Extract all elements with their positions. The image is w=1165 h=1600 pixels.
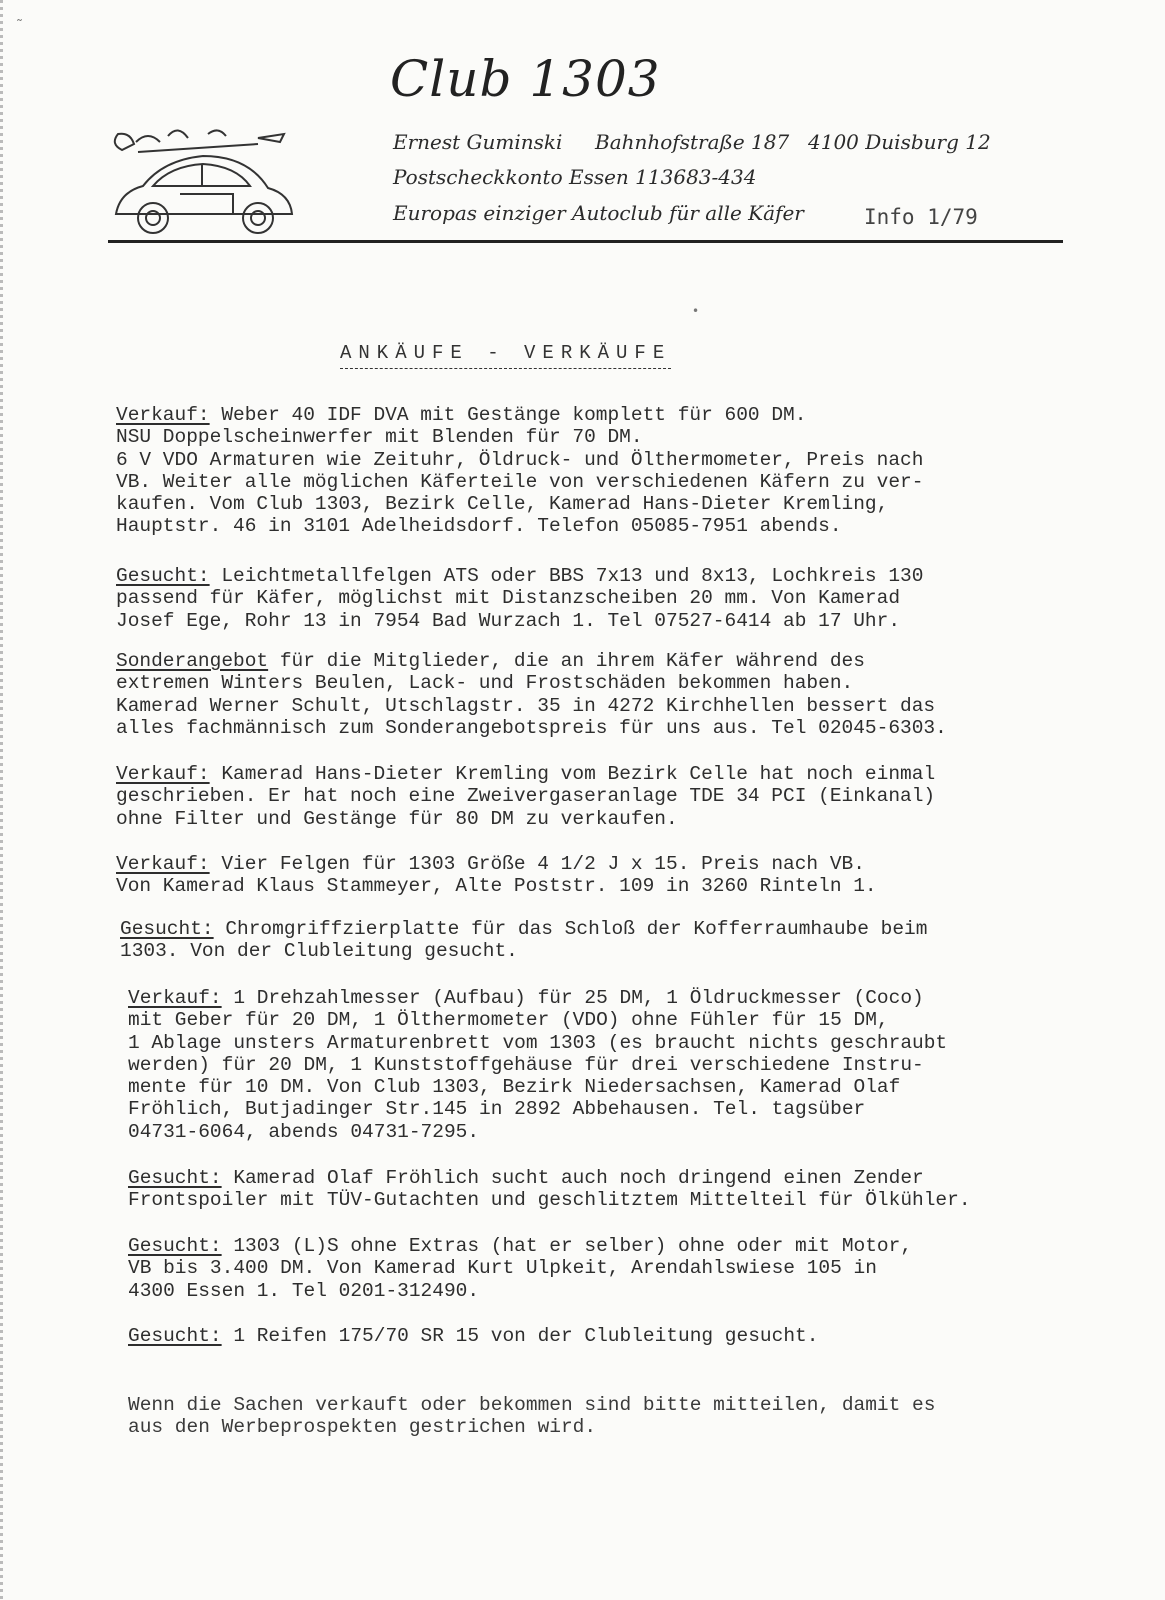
entry-text: Leichtmetallfelgen ATS oder BBS 7x13 und 8x13, Lochkreis 130 passend für Käfer, möglichst mit Distanzscheiben 20 mm. Von Kamerad Josef Ege, Rohr 13 in 7954 Bad Wurzach 1. Tel 07527-6414 ab 17 Uhr. bbox=[116, 565, 924, 632]
list-item bbox=[128, 1235, 1118, 1302]
contact-name: Ernest Guminski bbox=[393, 130, 563, 154]
list-item bbox=[116, 565, 1106, 632]
scan-speck: ˜ bbox=[16, 18, 23, 34]
entry-text: Kamerad Hans-Dieter Kremling vom Bezirk Celle hat noch einmal geschrieben. Er hat noch eine Zweivergaseranlage TDE 34 PCI (Einkanal) ohne Filter und Gestänge für 80 DM zu verkaufen. bbox=[116, 763, 936, 830]
entry-label: Verkauf: bbox=[116, 853, 210, 875]
club-tagline: Europas einziger Autoclub für alle Käfer bbox=[393, 201, 804, 225]
city-address: 4100 Duisburg 12 bbox=[808, 130, 991, 154]
entry-label: Verkauf: bbox=[116, 763, 210, 785]
entry-text: Kamerad Olaf Fröhlich sucht auch noch dringend einen Zender Frontspoiler mit TÜV-Gutachten und geschlitztem Mittelteil für Ölkühler. bbox=[128, 1167, 971, 1212]
entry-text: 1 Drehzahlmesser (Aufbau) für 25 DM, 1 Öldruckmesser (Coco) mit Geber für 20 DM, 1 Ölthermometer (VDO) ohne Fühler für 15 DM, 1 Ablage unsters Armaturenbrett vom 1303 (es braucht nichts geschraubt werden) für 20 DM, 1 Kunststoffgehäuse für drei verschiedene Instru- mente für 10 DM. Von Club 1303, Bezirk Niedersachsen, Kamerad Olaf Fröhlich, Butjadinger Str.145 in 2892 Abbehausen. Tel. tagsüber 04731-6064, abends 04731-7295. bbox=[128, 987, 948, 1143]
entry-label: Verkauf: bbox=[116, 404, 210, 426]
entry-text: Vier Felgen für 1303 Größe 4 1/2 J x 15. Preis nach VB. Von Kamerad Klaus Stammeyer, Alte Poststr. 109 in 3260 Rinteln 1. bbox=[116, 853, 877, 898]
page-heading: ANKÄUFE - VERKÄUFE bbox=[340, 342, 671, 369]
entry-text: Chromgriffzierplatte für das Schloß der Kofferraumhaube beim 1303. Von der Clubleitung gesucht. bbox=[120, 918, 928, 963]
entry-text: für die Mitglieder, die an ihrem Käfer während des extremen Winters Beulen, Lack- und Frostschäden bekommen haben. Kamerad Werner Schult, Utschlagstr. 35 in 4272 Kirchhellen bessert das alles fachmännisch zum Sonderangebotspreis für uns aus. Tel 02045-6303. bbox=[116, 650, 947, 739]
list-item bbox=[128, 987, 1118, 1143]
letterhead-rule bbox=[108, 240, 1063, 243]
entry-text: Weber 40 IDF DVA mit Gestänge komplett für 600 DM. NSU Doppelscheinwerfer mit Blenden für 70 DM. 6 V VDO Armaturen wie Zeituhr, Öldruck- und Ölthermometer, Preis nach VB. Weiter alle möglichen Käferteile von verschiedenen Käfern zu ver- kaufen. Vom Club 1303, Bezirk Celle, Kamerad Hans-Dieter Kremling, Hauptstr. 46 in 3101 Adelheidsdorf. Telefon 05085-7951 abends. bbox=[116, 404, 924, 538]
street-address: Bahnhofstraße 187 bbox=[595, 130, 790, 154]
list-item bbox=[128, 1325, 1118, 1347]
list-item bbox=[128, 1167, 1118, 1212]
closing-note: Wenn die Sachen verkauft oder bekommen sind bitte mitteilen, damit es aus den Werbeprospekten gestrichen wird. bbox=[128, 1394, 936, 1439]
entry-label: Gesucht: bbox=[128, 1167, 222, 1189]
list-item bbox=[116, 650, 1106, 739]
entry-text: 1 Reifen 175/70 SR 15 von der Clubleitung gesucht. bbox=[221, 1325, 819, 1347]
entry-label: Verkauf: bbox=[128, 987, 222, 1009]
page-edge bbox=[0, 0, 3, 1600]
entry-label: Gesucht: bbox=[120, 918, 214, 940]
club-name: Club 1303 bbox=[390, 50, 661, 108]
bank-account: Postscheckkonto Essen 113683-434 bbox=[393, 165, 757, 189]
entry-text: 1303 (L)S ohne Extras (hat er selber) ohne oder mit Motor, VB bis 3.400 DM. Von Kamerad Kurt Ulpkeit, Arendahlswiese 105 in 4300 Essen 1. Tel 0201-312490. bbox=[128, 1235, 913, 1302]
beetle-car-icon bbox=[108, 122, 298, 240]
list-item bbox=[120, 918, 1110, 963]
entry-label: Sonderangebot bbox=[116, 650, 269, 672]
entry-label: Gesucht: bbox=[128, 1325, 222, 1347]
scan-speck: • bbox=[692, 304, 700, 318]
list-item bbox=[116, 763, 1106, 830]
entry-label: Gesucht: bbox=[128, 1235, 222, 1257]
list-item bbox=[116, 404, 1106, 538]
issue-number: Info 1/79 bbox=[864, 205, 978, 229]
entry-label: Gesucht: bbox=[116, 565, 210, 587]
list-item bbox=[116, 853, 1106, 898]
